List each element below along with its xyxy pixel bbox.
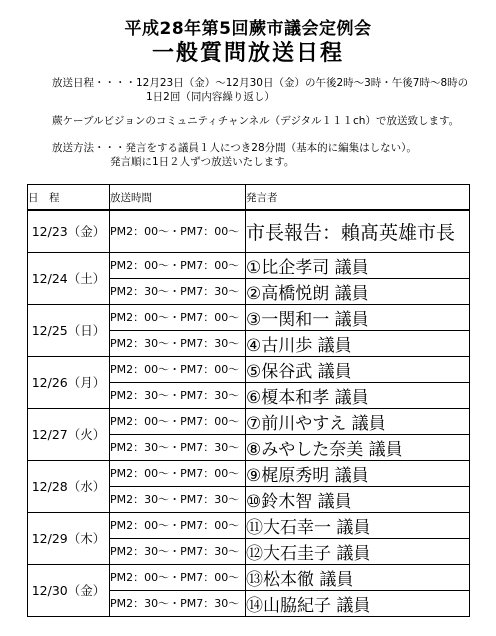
speaker-cell: ③一関和一 議員 (246, 304, 470, 330)
time-cell: PM2：00～・PM7：00～ (110, 356, 246, 382)
time-cell: PM2：30～・PM7：30～ (110, 538, 246, 564)
time-cell: PM2：00～・PM7：00～ (110, 252, 246, 278)
time-cell: PM2：00～・PM7：00～ (110, 210, 246, 252)
table-header-row (28, 185, 470, 211)
speaker-cell: ②高橋悦朗 議員 (246, 278, 470, 304)
date-cell: 12/30（金） (28, 564, 110, 616)
speaker-cell: ⑤保谷武 議員 (246, 356, 470, 382)
date-cell: 12/23（金） (28, 210, 110, 252)
time-cell: PM2：00～・PM7：00～ (110, 460, 246, 486)
table-row (28, 512, 470, 538)
header-time: 放送時間 (110, 185, 246, 211)
channel-info-text: 蕨ケーブルビジョンのコミュニティチャンネル（デジタル１１１ch）で放送致します。 (52, 115, 460, 127)
speaker-cell: ⑦前川やすえ 議員 (246, 408, 470, 434)
broadcast-method-text: 放送方法・・・発言をする議員１人につき28分間（基本的に編集はしない）。 (52, 142, 417, 154)
table-row (28, 408, 470, 434)
time-cell: PM2：30～・PM7：30～ (110, 382, 246, 408)
document-title: 平成28年第5回蕨市議会定例会 (124, 19, 372, 39)
speaker-cell: ⑥榎本和孝 議員 (246, 382, 470, 408)
time-cell: PM2：30～・PM7：30～ (110, 434, 246, 460)
speaker-cell: ①比企孝司 議員 (246, 252, 470, 278)
speaker-cell: ⑩鈴木智 議員 (246, 486, 470, 512)
speaker-cell: ⑪大石幸一 議員 (246, 512, 470, 538)
date-cell: 12/29（木） (28, 512, 110, 564)
time-cell: PM2：00～・PM7：00～ (110, 512, 246, 538)
time-cell: PM2：00～・PM7：00～ (110, 408, 246, 434)
speaker-cell: ⑭山脇紀子 議員 (246, 590, 470, 616)
table-row (28, 460, 470, 486)
broadcast-schedule-text: 放送日程・・・・12月23日（金）～12月30日（金）の午後2時～3時・午後7時～8時の (52, 77, 469, 89)
header-speaker: 発言者 (246, 185, 470, 211)
date-cell: 12/26（月） (28, 356, 110, 408)
speaker-cell: ⑫大石圭子 議員 (246, 538, 470, 564)
table-row (28, 564, 470, 590)
speaker-cell: 市長報告：賴髙英雄市長 (246, 210, 470, 252)
date-cell: 12/27（火） (28, 408, 110, 460)
date-cell: 12/28（水） (28, 460, 110, 512)
speaker-cell: ④古川歩 議員 (246, 330, 470, 356)
schedule-table (27, 184, 470, 617)
time-cell: PM2：30～・PM7：30～ (110, 486, 246, 512)
table-row (28, 252, 470, 278)
document-subtitle: 一般質問放送日程 (151, 41, 344, 66)
table-row (28, 304, 470, 330)
speaker-cell: ⑬松本徹 議員 (246, 564, 470, 590)
speaker-cell: ⑧みやした奈美 議員 (246, 434, 470, 460)
broadcast-repeat-text: 1日2回（同内容繰り返し） (146, 91, 275, 103)
speaker-cell: ⑨梶原秀明 議員 (246, 460, 470, 486)
table-row (28, 356, 470, 382)
time-cell: PM2：00～・PM7：00～ (110, 564, 246, 590)
broadcast-order-text: 発言順に1日２人ずつ放送いたします。 (110, 156, 295, 168)
time-cell: PM2：30～・PM7：30～ (110, 590, 246, 616)
date-cell: 12/24（土） (28, 252, 110, 304)
header-date: 日 程 (28, 185, 110, 211)
table-row (28, 210, 470, 252)
time-cell: PM2：30～・PM7：30～ (110, 330, 246, 356)
date-cell: 12/25（日） (28, 304, 110, 356)
time-cell: PM2：00～・PM7：00～ (110, 304, 246, 330)
time-cell: PM2：30～・PM7：30～ (110, 278, 246, 304)
